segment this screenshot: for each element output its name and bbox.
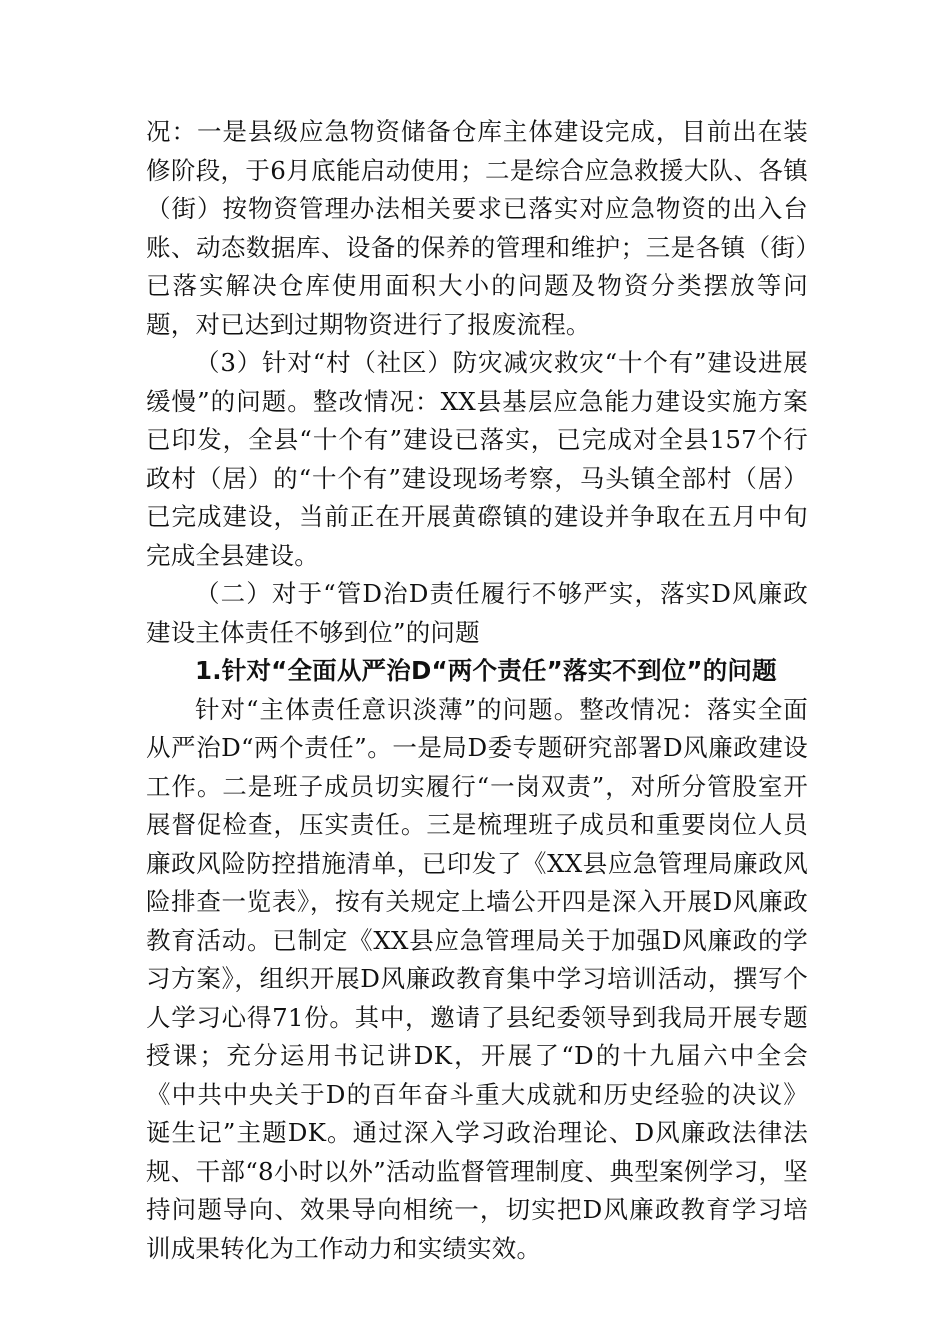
paragraph-item-3: （3）针对“村（社区）防灾减灾救灾“十个有”建设进展缓慢”的问题。整改情况：XX县基层应急能力建设实施方案已印发，全县“十个有”建设已落实，已完成对全县157个行政村（居）的“十个有”建设现场考察，马头镇全部村（居）已完成建设，当前正在开展黄磜镇的建设并争取在五月中旬完成全县建设。 — [146, 348, 808, 570]
paragraph-rectification: 针对“主体责任意识淡薄”的问题。整改情况：落实全面从严治D“两个责任”。一是局D委专题研究部署D风廉政建设工作。二是班子成员切实履行“一岗双责”，对所分管股室开展督促检查，压实责任。三是梳理班子成员和重要岗位人员廉政风险防控措施清单，已印发了《XX县应急管理局廉政风险排查一览表》，按有关规定上墙公开四是深入开展D风廉政教育活动。已制定《XX县应急管理局关于加强D风廉政的学习方案》，组织开展D风廉政教育集中学习培训活动，撰写个人学习心得71份。其中，邀请了县纪委领导到我局开展专题授课；充分运用书记讲DK，开展了“D的十九届六中全会《中共中央关于D的百年奋斗重大成就和历史经验的决议》诞生记”主题DK。通过深入学习政治理论、D风廉政法律法规、干部“8小时以外”活动监督管理制度、典型案例学习，坚持问题导向、效果导向相统一，切实把D风廉政教育学习培训成果转化为工作动力和实绩实效。 — [146, 694, 808, 1263]
section-heading-2: （二）对于“管D治D责任履行不够严实，落实D风廉政建设主体责任不够到位”的问题 — [146, 579, 808, 647]
paragraph-continuation: 况：一是县级应急物资储备仓库主体建设完成，目前出在装修阶段，于6月底能启动使用；二是综合应急救援大队、各镇（街）按物资管理办法相关要求已落实对应急物资的出入台账、动态数据库、设备的保养的管理和维护；三是各镇（街）已落实解决仓库使用面积大小的问题及物资分类摆放等问题，对已达到过期物资进行了报废流程。 — [146, 117, 808, 339]
document-page — [146, 113, 808, 1268]
subsection-heading-1: 1.针对“全面从严治D“两个责任”落实不到位”的问题 — [195, 656, 777, 685]
